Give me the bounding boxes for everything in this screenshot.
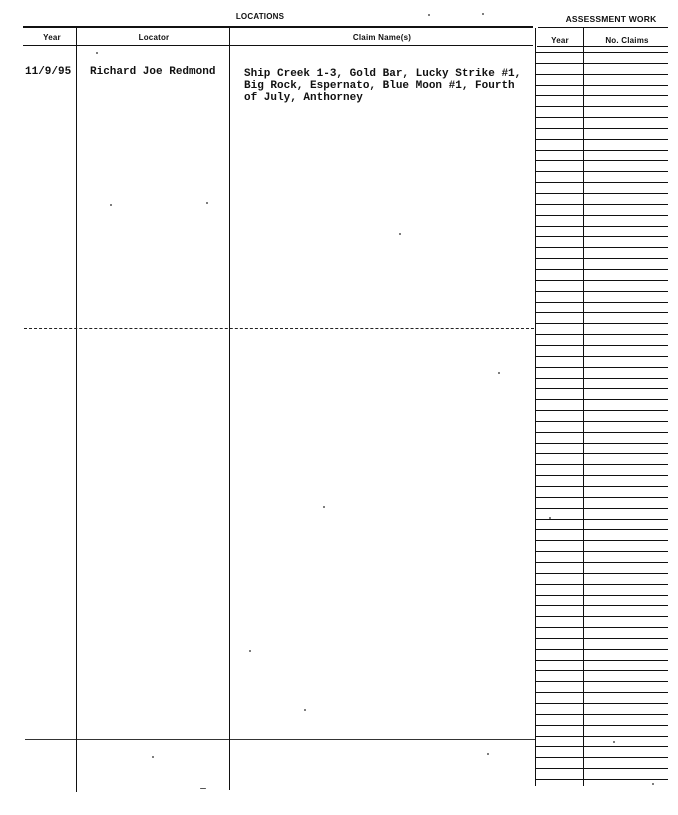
assessment-work-row-line xyxy=(536,150,668,151)
assessment-work-row-line xyxy=(536,519,668,520)
assessment-work-row-line xyxy=(536,410,668,411)
scan-speck xyxy=(652,783,654,785)
bottom-separator xyxy=(25,739,535,740)
assessment-work-row-line xyxy=(536,247,668,248)
entry-claim-line-1: Ship Creek 1-3, Gold Bar, Lucky Strike #1, xyxy=(244,68,522,80)
assessment-work-row-line xyxy=(536,681,668,682)
assessment-work-row-line xyxy=(536,551,668,552)
assessment-work-row-line xyxy=(536,117,668,118)
assessment-work-row-line xyxy=(536,378,668,379)
assessment-work-row-line xyxy=(536,746,668,747)
assessment-work-row-line xyxy=(536,660,668,661)
assessment-work-row-line xyxy=(536,649,668,650)
assessment-work-row-line xyxy=(536,595,668,596)
assessment-work-row-line xyxy=(536,605,668,606)
scan-speck xyxy=(200,788,206,789)
assessment-work-row-line xyxy=(536,432,668,433)
assessment-work-row-line xyxy=(536,529,668,530)
scan-speck xyxy=(96,52,98,54)
header-top-rule xyxy=(23,26,533,28)
assessment-work-row-line xyxy=(536,258,668,259)
assessment-work-row-line xyxy=(536,573,668,574)
entry-claim-line-3: of July, Anthorney xyxy=(244,92,363,104)
assessment-work-row-line xyxy=(536,356,668,357)
col-locator-header: Locator xyxy=(138,33,170,42)
aw-year-claims-divider xyxy=(583,28,584,786)
aw-header-top-rule xyxy=(538,27,668,28)
assessment-work-row-line xyxy=(536,52,668,53)
assessment-work-row-line xyxy=(536,670,668,671)
assessment-work-row-line xyxy=(536,323,668,324)
entry-locator: Richard Joe Redmond xyxy=(90,66,216,78)
assessment-work-row-line xyxy=(536,280,668,281)
assessment-work-row-line xyxy=(536,692,668,693)
assessment-work-header: ASSESSMENT WORK xyxy=(565,14,657,24)
assessment-work-row-line xyxy=(536,106,668,107)
assessment-work-row-line xyxy=(536,464,668,465)
assessment-work-row-line xyxy=(536,204,668,205)
scan-speck xyxy=(487,753,489,755)
assessment-work-row-line xyxy=(536,627,668,628)
assessment-work-row-line xyxy=(536,182,668,183)
locator-claims-divider xyxy=(229,27,230,790)
assessment-work-row-line xyxy=(536,128,668,129)
entry-claim-line-2: Big Rock, Espernato, Blue Moon #1, Fourth xyxy=(244,80,515,92)
col-aw-no-claims-header: No. Claims xyxy=(605,36,649,45)
locations-header: LOCATIONS xyxy=(235,12,285,21)
assessment-work-row-line xyxy=(536,215,668,216)
assessment-work-row-line xyxy=(536,74,668,75)
assessment-work-row-line xyxy=(536,453,668,454)
assessment-work-row-line xyxy=(536,725,668,726)
assessment-work-row-line xyxy=(536,236,668,237)
scan-speck xyxy=(304,709,306,711)
scan-speck xyxy=(482,13,484,15)
assessment-work-row-line xyxy=(536,475,668,476)
scan-speck xyxy=(549,517,551,519)
assessment-work-row-line xyxy=(536,171,668,172)
scan-speck xyxy=(152,756,154,758)
assessment-work-row-line xyxy=(536,443,668,444)
assessment-work-row-line xyxy=(536,95,668,96)
assessment-work-row-line xyxy=(536,269,668,270)
assessment-work-row-line xyxy=(536,736,668,737)
assessment-work-row-line xyxy=(536,497,668,498)
assessment-work-row-line xyxy=(536,703,668,704)
assessment-work-row-line xyxy=(536,638,668,639)
claims-aw-divider xyxy=(535,28,536,786)
entry-year: 11/9/95 xyxy=(25,66,72,78)
assessment-work-row-line xyxy=(536,562,668,563)
assessment-work-row-line xyxy=(536,508,668,509)
assessment-work-row-line xyxy=(536,302,668,303)
assessment-work-row-line xyxy=(536,768,668,769)
assessment-work-row-line xyxy=(536,85,668,86)
assessment-work-row-line xyxy=(536,312,668,313)
scan-speck xyxy=(110,204,112,206)
col-aw-year-header: Year xyxy=(551,36,569,45)
assessment-work-row-line xyxy=(536,367,668,368)
assessment-work-row-line xyxy=(536,139,668,140)
assessment-work-row-line xyxy=(536,616,668,617)
assessment-work-row-line xyxy=(536,714,668,715)
assessment-work-row-line xyxy=(536,193,668,194)
assessment-work-row-line xyxy=(536,584,668,585)
assessment-work-row-line xyxy=(536,421,668,422)
scan-speck xyxy=(206,202,208,204)
assessment-work-row-line xyxy=(536,540,668,541)
assessment-work-row-line xyxy=(536,63,668,64)
scan-speck xyxy=(323,506,325,508)
assessment-work-row-line xyxy=(536,345,668,346)
assessment-work-row-line xyxy=(536,291,668,292)
assessment-work-row-line xyxy=(536,779,668,780)
assessment-work-row-line xyxy=(536,226,668,227)
assessment-work-row-line xyxy=(536,486,668,487)
col-claim-names-header: Claim Name(s) xyxy=(352,33,412,42)
scan-speck xyxy=(428,14,430,16)
assessment-work-row-line xyxy=(536,388,668,389)
aw-column-header-rule xyxy=(537,46,668,47)
col-year-header: Year xyxy=(43,33,61,42)
column-header-rule xyxy=(23,45,533,46)
year-locator-divider xyxy=(76,27,77,792)
scan-speck xyxy=(249,650,251,652)
scan-speck xyxy=(613,741,615,743)
mid-separator xyxy=(24,328,534,330)
scan-speck xyxy=(498,372,500,374)
assessment-work-row-line xyxy=(536,334,668,335)
assessment-work-row-line xyxy=(536,399,668,400)
assessment-work-row-line xyxy=(536,757,668,758)
scan-speck xyxy=(399,233,401,235)
assessment-work-row-line xyxy=(536,160,668,161)
